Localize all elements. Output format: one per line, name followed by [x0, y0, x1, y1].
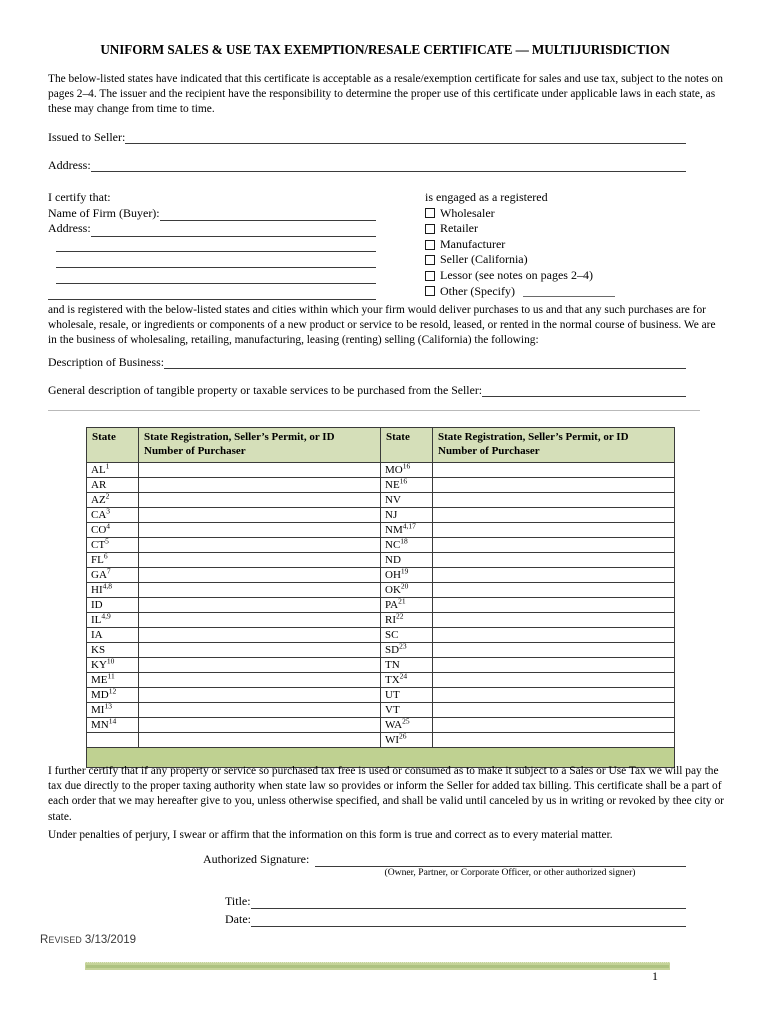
state-note-marker: 1 — [105, 461, 110, 471]
state-cell-left: ID — [87, 598, 139, 613]
state-cell-right: TX$^{24}$ — [381, 673, 433, 688]
state-cell-left: $CA^3$ — [87, 508, 139, 523]
state-note-marker: 2 — [105, 491, 110, 501]
general-description-row — [48, 383, 686, 397]
table-header-row — [87, 428, 675, 463]
table-row — [87, 673, 675, 688]
registration-input-left[interactable] — [139, 493, 381, 508]
state-note-marker: 12 — [108, 686, 117, 696]
authorized-signature-input[interactable] — [315, 855, 686, 867]
registration-input-left[interactable] — [139, 508, 381, 523]
title-label: Title: — [225, 894, 251, 908]
state-note-marker: 7 — [106, 566, 111, 576]
table-row — [87, 583, 675, 598]
section-divider — [48, 410, 700, 411]
seller-address-row — [48, 158, 686, 172]
option-wholesaler-label: Wholesaler — [440, 205, 495, 220]
table-row — [87, 478, 675, 493]
general-description-input[interactable] — [482, 385, 686, 397]
certify-block-right — [425, 190, 725, 299]
buyer-address-extra-row-4 — [48, 284, 376, 300]
registration-paragraph: and is registered with the below-listed states and cities within which your firm would deliver purchases to us and that any such purchases are for wholesale, resale, or ingredients or components of a new product or service to be resold, leased, or rented in the normal course of business. We are in the business of wholesaling, retailing, manufacturing, leasing (renting) selling (California) the following: — [48, 304, 716, 347]
state-note-marker: 14 — [108, 716, 117, 726]
state-note-marker: 11 — [107, 671, 115, 681]
buyer-address-input-2[interactable] — [56, 240, 376, 252]
title-row — [225, 894, 686, 909]
option-lessor-label: Lessor (see notes on pages 2–4) — [440, 267, 593, 282]
buyer-address-row — [48, 221, 376, 237]
registration-input-left[interactable] — [139, 718, 381, 733]
registration-input-right[interactable] — [433, 508, 675, 523]
state-cell-right: NC$^{18}$ — [381, 538, 433, 553]
registration-input-right[interactable] — [433, 583, 675, 598]
table-row — [87, 733, 675, 748]
state-cell-right: VT — [381, 703, 433, 718]
option-other-label: Other (Specify) — [440, 283, 515, 298]
registration-input-right[interactable] — [433, 718, 675, 733]
table-row — [87, 658, 675, 673]
footer-green-bar — [85, 962, 670, 970]
registration-input-right[interactable] — [433, 463, 675, 478]
registration-input-left[interactable] — [139, 688, 381, 703]
header-registration-right: State Registration, Seller’s Permit, or ID Number of Purchaser — [433, 428, 675, 463]
state-cell-right: NJ — [381, 508, 433, 523]
state-note-marker: 4,17 — [402, 521, 416, 531]
table-row — [87, 598, 675, 613]
header-registration-left: State Registration, Seller’s Permit, or ID Number of Purchaser — [139, 428, 381, 463]
state-note-marker: 24 — [399, 671, 408, 681]
date-label: Date: — [225, 912, 251, 926]
table-head — [87, 428, 675, 463]
state-cell-right: WA$^{25}$ — [381, 718, 433, 733]
state-note-marker: 4 — [106, 521, 111, 531]
state-note-marker: 25 — [402, 716, 410, 726]
state-note-marker: 4,8 — [102, 581, 112, 591]
seller-address-label: Address: — [48, 158, 91, 172]
registration-input-right[interactable] — [433, 613, 675, 628]
header-state-left: State — [87, 428, 139, 463]
revised-label: REVISED — [40, 934, 82, 946]
state-cell-right: SC — [381, 628, 433, 643]
table-body — [87, 463, 675, 748]
state-cell-left: IA — [87, 628, 139, 643]
authorized-signature-row — [203, 852, 686, 867]
registration-input-left[interactable] — [139, 523, 381, 538]
state-cell-right: OK$^{20}$ — [381, 583, 433, 598]
authorized-signature-label: Authorized Signature: — [203, 852, 310, 866]
table-row — [87, 718, 675, 733]
checkbox-seller-california-icon[interactable] — [425, 255, 435, 265]
signer-note: (Owner, Partner, or Corporate Officer, or other authorized signer) — [384, 867, 636, 878]
option-manufacturer-row[interactable] — [425, 237, 725, 253]
table-row — [87, 613, 675, 628]
page-number: 1 — [652, 969, 658, 983]
registration-input-left[interactable] — [139, 628, 381, 643]
state-cell-left: KY$^{10}$ — [87, 658, 139, 673]
table-row — [87, 523, 675, 538]
registration-input-left[interactable] — [139, 598, 381, 613]
option-lessor-row[interactable] — [425, 268, 725, 284]
table-row — [87, 463, 675, 478]
state-note-marker: 18 — [400, 536, 408, 546]
registration-input-left[interactable] — [139, 463, 381, 478]
registration-input-right[interactable] — [433, 703, 675, 718]
seller-address-input[interactable] — [91, 160, 686, 172]
buyer-address-input-4[interactable] — [56, 272, 376, 284]
state-registration-table — [86, 427, 675, 768]
state-cell-left: MI$^{13}$ — [87, 703, 139, 718]
state-note-marker: 19 — [400, 566, 409, 576]
state-note-marker: 22 — [396, 611, 404, 621]
state-cell-right: RI$^{22}$ — [381, 613, 433, 628]
table-row — [87, 508, 675, 523]
state-cell-left: IL$^{4,9}$ — [87, 613, 139, 628]
state-cell-left: $AL^1$ — [87, 463, 139, 478]
state-cell-right: TN — [381, 658, 433, 673]
registration-input-right[interactable] — [433, 673, 675, 688]
description-of-business-input[interactable] — [164, 357, 686, 369]
checkbox-manufacturer-icon[interactable] — [425, 240, 435, 250]
issued-to-seller-row — [48, 130, 686, 144]
registration-input-right[interactable] — [433, 628, 675, 643]
registration-input-left[interactable] — [139, 583, 381, 598]
registration-input-right[interactable] — [433, 733, 675, 748]
certify-label-row — [48, 190, 376, 206]
intro-paragraph: The below-listed states have indicated that this certificate is acceptable as a resale/exemption certificate for sales and use tax, subject to the notes on pages 2–4. The issuer and the recipient have the responsibility to determine the proper use of this certificate under applicable laws in each state, as these may change from time to time. — [48, 73, 723, 116]
registration-input-left[interactable] — [139, 733, 381, 748]
state-note-marker: 20 — [400, 581, 409, 591]
state-cell-right: NE$^{16}$ — [381, 478, 433, 493]
checkbox-other-icon[interactable] — [425, 286, 435, 296]
title-input[interactable] — [251, 897, 686, 909]
name-of-firm-input[interactable] — [160, 209, 376, 221]
state-cell-right: WI$^{26}$ — [381, 733, 433, 748]
registration-input-right[interactable] — [433, 493, 675, 508]
perjury-paragraph: Under penalties of perjury, I swear or affirm that the information on this form is true and correct as to every material matter. — [48, 829, 613, 841]
state-cell-left: $GA^7$ — [87, 568, 139, 583]
table-row — [87, 688, 675, 703]
state-cell-right: SD$^{23}$ — [381, 643, 433, 658]
state-cell-left: $FL^6$ — [87, 553, 139, 568]
state-cell-left: $CO^4$ — [87, 523, 139, 538]
registration-input-right[interactable] — [433, 553, 675, 568]
buyer-address-label: Address: — [48, 221, 91, 236]
table-row — [87, 538, 675, 553]
option-seller-california-label: Seller (California) — [440, 252, 528, 267]
state-cell-left: $AZ^2$ — [87, 493, 139, 508]
name-of-firm-row — [48, 206, 376, 222]
option-seller-california-row[interactable] — [425, 252, 725, 268]
registration-input-right[interactable] — [433, 538, 675, 553]
state-note-marker: 5 — [105, 536, 109, 546]
name-of-firm-label: Name of Firm (Buyer): — [48, 205, 160, 220]
issued-to-seller-label: Issued to Seller: — [48, 130, 126, 144]
revised-footer — [40, 934, 136, 946]
option-manufacturer-label: Manufacturer — [440, 236, 506, 251]
checkbox-wholesaler-icon[interactable] — [425, 208, 435, 218]
general-description-label: General description of tangible property or taxable services to be purchased from the Seller: — [48, 383, 483, 397]
state-note-marker: 16 — [399, 476, 408, 486]
state-cell-left: AR — [87, 478, 139, 493]
state-note-marker: 26 — [399, 731, 407, 741]
revised-date: 3/13/2019 — [84, 934, 137, 946]
state-note-marker: 10 — [106, 656, 115, 666]
state-note-marker: 23 — [399, 641, 407, 651]
header-state-right: State — [381, 428, 433, 463]
registration-input-right[interactable] — [433, 658, 675, 673]
buyer-address-extra-row-2 — [48, 252, 376, 268]
state-note-marker: 3 — [106, 506, 111, 516]
description-of-business-label: Description of Business: — [48, 355, 164, 369]
table-row — [87, 643, 675, 658]
state-cell-left: ME$^{11}$ — [87, 673, 139, 688]
buyer-address-extra-row-3 — [48, 268, 376, 284]
state-cell-right: UT — [381, 688, 433, 703]
table-row — [87, 703, 675, 718]
registration-input-left[interactable] — [139, 478, 381, 493]
table-row — [87, 553, 675, 568]
state-cell-right: NV — [381, 493, 433, 508]
option-wholesaler-row[interactable] — [425, 206, 725, 222]
further-certify-paragraph: I further certify that if any property or service so purchased tax free is used or consumed as to make it subject to a Sales or Use Tax we will pay the tax due directly to the proper taxing authority when state law so provides or inform the Seller for added tax billing. This certificate shall be a part of each order that we may hereafter give to you, unless otherwise specified, and shall be valid until canceled by us in writing or revoked by thee city or state. — [48, 765, 724, 823]
state-cell-left: MD$^{12}$ — [87, 688, 139, 703]
buyer-address-input-3[interactable] — [56, 256, 376, 268]
page-title: UNIFORM SALES & USE TAX EXEMPTION/RESALE CERTIFICATE — MULTIJURISDICTION — [100, 42, 670, 57]
table-row — [87, 628, 675, 643]
certify-block-left — [48, 190, 376, 300]
state-note-marker: 16 — [402, 461, 411, 471]
state-note-marker: 13 — [104, 701, 112, 711]
buyer-address-extra-row-1 — [48, 237, 376, 253]
state-cell-right: OH$^{19}$ — [381, 568, 433, 583]
registration-input-right[interactable] — [433, 688, 675, 703]
checkbox-lessor-icon[interactable] — [425, 271, 435, 281]
registration-input-left[interactable] — [139, 553, 381, 568]
registration-input-right[interactable] — [433, 643, 675, 658]
option-other-row[interactable] — [425, 284, 725, 300]
state-cell-right: PA$^{21}$ — [381, 598, 433, 613]
state-cell-right: MO$^{16}$ — [381, 463, 433, 478]
registration-input-left[interactable] — [139, 538, 381, 553]
state-cell-left: HI$^{4,8}$ — [87, 583, 139, 598]
date-input[interactable] — [251, 915, 686, 927]
checkbox-retailer-icon[interactable] — [425, 224, 435, 234]
description-of-business-row — [48, 355, 686, 369]
registration-input-left[interactable] — [139, 703, 381, 718]
registration-input-right[interactable] — [433, 478, 675, 493]
registration-input-left[interactable] — [139, 568, 381, 583]
certify-label: I certify that: — [48, 190, 111, 204]
buyer-address-input[interactable] — [91, 225, 376, 237]
registration-input-right[interactable] — [433, 568, 675, 583]
state-cell-right: NM$^{4,17}$ — [381, 523, 433, 538]
registration-input-right[interactable] — [433, 598, 675, 613]
issued-to-seller-input[interactable] — [125, 132, 686, 144]
registration-input-left[interactable] — [139, 673, 381, 688]
option-retailer-row[interactable] — [425, 221, 725, 237]
state-note-marker: 6 — [103, 551, 108, 561]
state-cell-left: $CT^5$ — [87, 538, 139, 553]
option-other-input[interactable] — [523, 286, 615, 297]
table-row — [87, 568, 675, 583]
registration-input-left[interactable] — [139, 658, 381, 673]
option-retailer-label: Retailer — [440, 221, 478, 236]
state-cell-left: MN$^{14}$ — [87, 718, 139, 733]
buyer-address-input-5[interactable] — [48, 288, 376, 300]
registration-input-left[interactable] — [139, 643, 381, 658]
state-cell-right: ND — [381, 553, 433, 568]
state-cell-left — [87, 733, 139, 748]
state-note-marker: 4,9 — [101, 611, 111, 621]
date-row — [225, 912, 686, 927]
footer-green-bar-inner — [86, 965, 669, 968]
registration-input-right[interactable] — [433, 523, 675, 538]
table-row — [87, 493, 675, 508]
state-cell-left: KS — [87, 643, 139, 658]
engaged-as-registered-label: is engaged as a registered — [425, 190, 548, 204]
registration-input-left[interactable] — [139, 613, 381, 628]
state-note-marker: 21 — [398, 596, 406, 606]
